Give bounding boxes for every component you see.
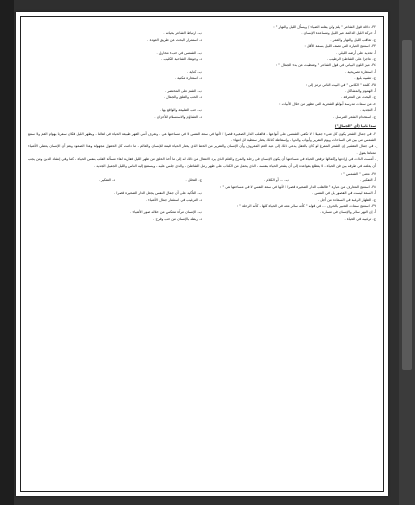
answer-option: أ- التجديد . [360,108,376,113]
answer-option: د- التفكير . [98,178,115,183]
answer-option: أ- السعة ليست في القصور بل في النفس . [312,191,376,196]
question-line: ٣٩- استنتج سمات التعبير بالحرف ... في قوله " كأنه سائر معه في الحياة كلها ، كأنه الرحلة " : [236,203,376,208]
answer-option: ج- استخدام الشعر المرسل . [333,114,376,119]
answer-option: ب- الإنسان مرآة تنعكس من خلاله صور الأشياء . [130,210,202,215]
answer-option: ب- حب الطبيعة والواقع بها . [159,108,202,113]
section-title: سدا ثانيا (أي "الجمال") [334,124,376,129]
answer-option: د- التشاؤم والاستسلام للأحزان . [154,114,202,119]
answer-option: ب- الشمس في خبء مخارق . [156,50,202,55]
answer-options-row [28,114,376,120]
answer-option: د- ربطه بالإنسان من حب وفرح . [153,216,202,221]
answer-option: ب- كناية . [187,69,202,74]
vertical-scrollbar[interactable] [399,0,415,505]
question-line: ٣٥- كلمة " الكاس " في البيت الثاني ترمز إلى : [305,82,376,87]
answer-option: د- وجوهك الشاحبة الكئيب . [161,57,202,62]
answer-options-row [28,177,376,183]
answer-option: ج- التحلل . [185,178,202,183]
answer-option: ب- ... أو الكلام . [263,178,289,183]
answer-option: د- الترغيب في استثمار جمال الأشياء . [145,197,202,202]
answer-option: ج- البحث عن المعرفة . [341,95,376,100]
answer-option: أ- الهموم والمشاكل . [344,89,376,94]
question-line: ٣٢- دلالة قول الشاعر " يلم ولن يفلته الضياء / ويسأل الليل والنهار " : [273,25,376,29]
answer-option: أ- استعارة تصريحية . [345,69,376,74]
answer-option: ب- ارتباط الشاعر بحياته . [163,31,202,36]
questions-block-bottom [28,171,376,222]
answer-option: ب- التأكيد على أن جمال النفس يجعل الدار الصغيرة قصرا . [114,191,202,196]
answer-option: ج- تعاقب الليل والنهار والعمر . [330,37,376,42]
viewer-left-gutter [0,0,14,505]
questions-block-top [28,24,376,120]
answer-options-row [28,216,376,222]
question-line: ٣٨- استنتج المعارف من عبارة " فالقلب الدار الصغيرة قصرا ؛ لأنها في سعة النفس لا في مساحتها هي " : [220,184,376,189]
answer-option: د- استعارة مكنية . [174,76,202,81]
answer-option: ب- الشم على المختصر . [164,89,202,94]
answer-option: ج- تشبيه بليغ . [354,76,376,81]
scrollbar-thumb[interactable] [402,40,412,370]
answer-option: ج- ترغيبه في الحياة . [344,216,376,221]
passage-paragraph: ٖ- أمست الذات في إرادتها وإكمالها ترفض الحياة في مساحتها أن يكون الإنسان في رحلة والمرح والعلم الذي يرد الانتقال من ذلك له إلى ما أخذ الخلق من ظهر الليل فقاربة لقاء مسألة القلب بنفس الحياة ، كما وفي إنشاد الدين ومن يجب أن يعلمه في طرفه بين فن الحياة ، لا يتطلع بقواعده إلى أن يشعر الحياة بنفسه ، الذي يحمل من الكتاب على ظهر رمل الشاطئ ، والدي جلس عليه ، ويستمع إليه الناس والليل الجميل الجديد . [28,157,376,168]
answer-option: أ- التفكير . [360,178,376,183]
document-page [16,12,388,496]
reading-passage [28,131,376,169]
answer-options-row [28,94,376,100]
page-content [28,24,376,488]
question-line: خـ من سمات مدرسة أبوللو الشعرية التي تظهر من خلال الأبيات : [279,101,376,106]
passage-paragraph: ٕ- في جمال التقشير إن الشعر المفرغ لو كان بالعقل يدعي ذلك إلى عيد الغم المعروف وأن الإنسان والتقرير من الخط الذي يختار الحياة قيمة للإنسان والعالم ، ما دامت كل الحقول مجهولة وهذا الصعود وهم أن الإنسان يعطي الأشياء معناها بقول . [28,144,376,155]
answer-options-row [28,75,376,81]
answer-option: ج- عاجزا على الشاطئ الرطيب . [326,57,376,62]
answer-option: ج- الظهار الرغبة في السعادة من أجل . [317,197,376,202]
question-line: ٣٧- معنى " الشمس " : [340,171,376,176]
question-line: ٣٤- ميز اللون البياني في قول الشاعر " وشطبت عن بدء الجمال " : [275,63,376,68]
question-line: ٣٣- استنتج العبارة التي تصف الليل بسمة الأقل : [304,44,376,49]
answer-option: د- الحب والقلق والجمال . [163,95,202,100]
answer-option: د- استمرار البحث عن طريق العودة . [147,37,202,42]
answer-option: أ- تحديد على أرضه الليلي . [336,50,376,55]
answer-option: أ- حركة الليل الدائمة عبر الليل ومساعدة الإنسان . [301,31,376,36]
passage-paragraph: ٢- في جمال الشعر يكون كل شيء جميلا ؛ لا تكفي الشمس على أنواعها ، فالقلب الدار الصغيرة قصرا ؛ لأنها في سعة النفس لا في مساحتها هي . وتعرف أنني القهر طبيعة الحياة في لقائنا ، ويظهر الليل فكان سفرنا بهوام الغم ولا سمع الشمس مي بين في الساحات ويوم التقرير وأبواب والدوا ، وإسقاطة كذلك يختار ستطية لل انتهاء . [28,131,376,142]
answer-option: أ- إن النهر سائر والإنسان في مساره . [319,210,376,215]
